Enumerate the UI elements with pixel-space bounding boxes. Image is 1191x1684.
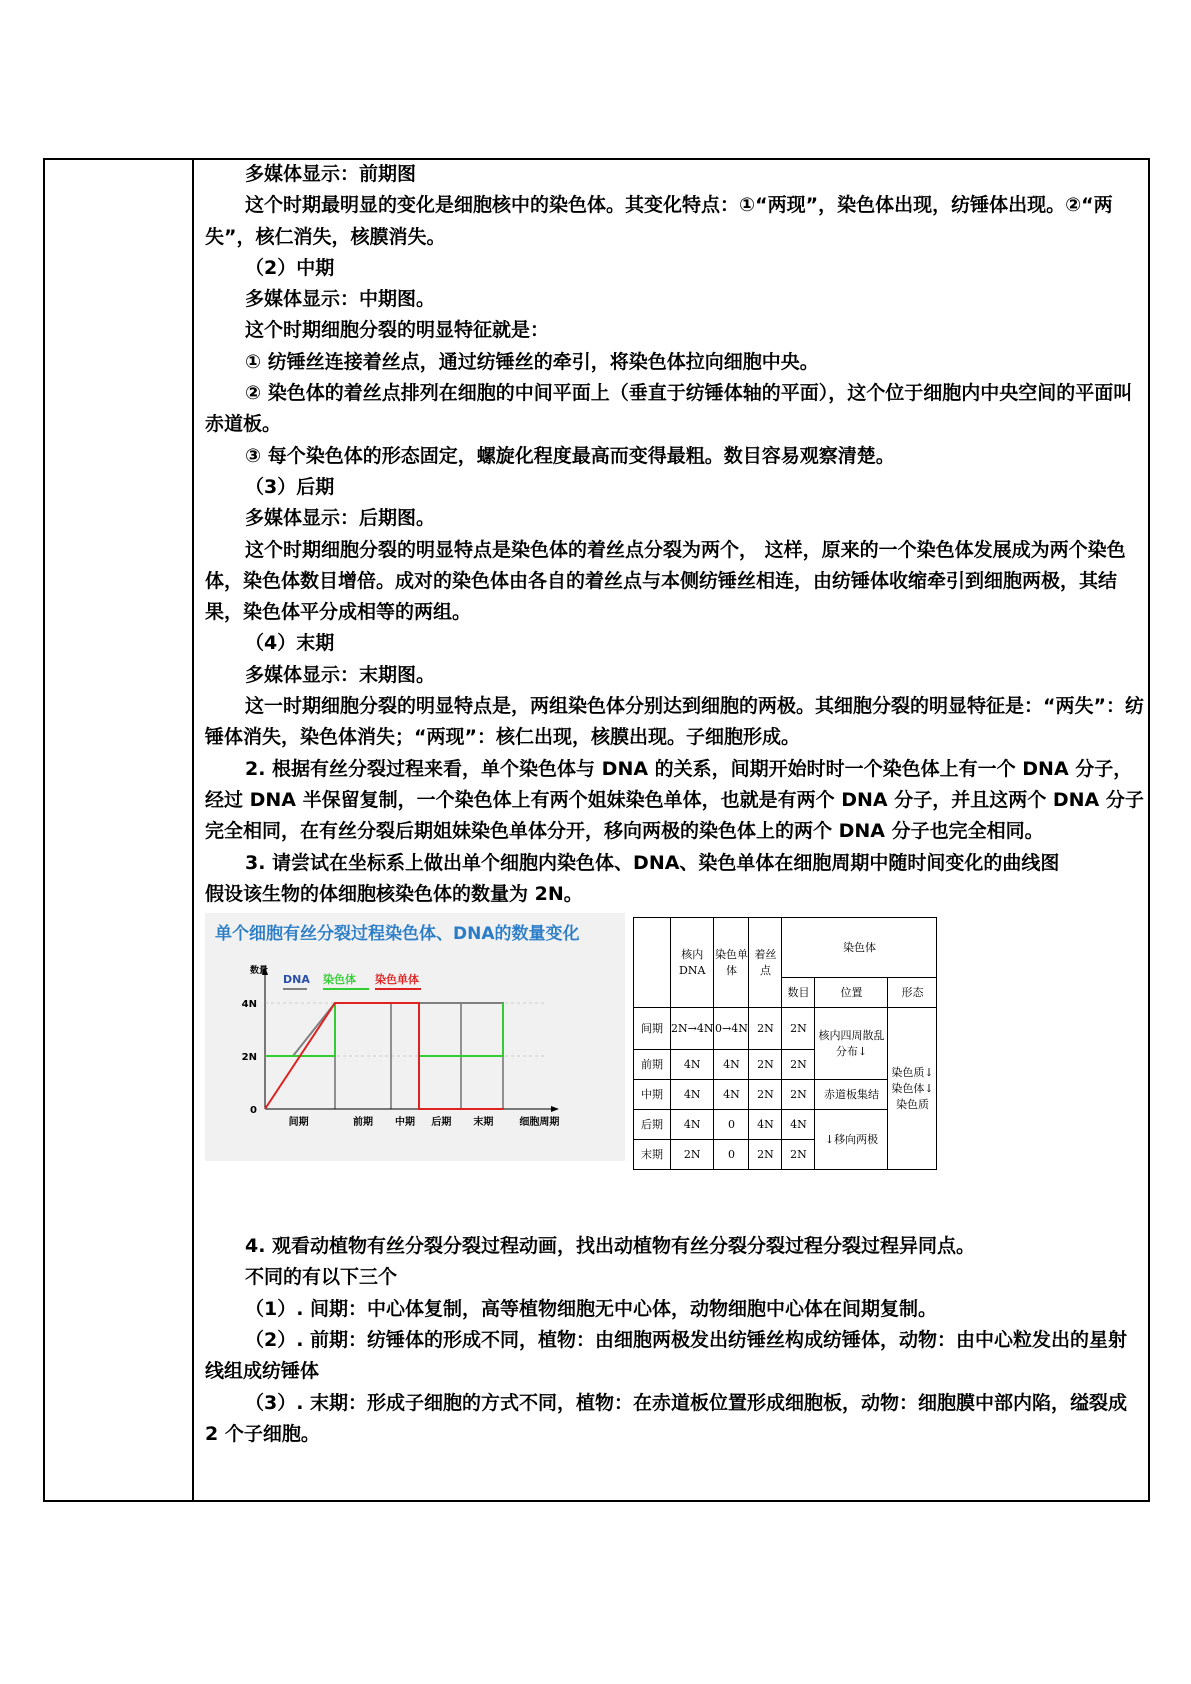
cell: 2N [782, 1050, 815, 1080]
cell: 2N [749, 1050, 782, 1080]
legend-label: 染色单体 [375, 973, 419, 987]
cell-position-merged-1: 核内四周散乱分布↓ [815, 1008, 888, 1080]
series-line-0 [265, 1003, 503, 1056]
col-position-header: 位置 [815, 978, 888, 1008]
paragraph: 多媒体显示：末期图。 [245, 663, 436, 686]
x-tick-label: 前期 [353, 1117, 373, 1129]
cell: 4N [671, 1050, 714, 1080]
chart-title: 单个细胞有丝分裂过程染色体、DNA的数量变化 [215, 924, 580, 945]
col-shape-header: 形态 [888, 978, 937, 1008]
text-block-after [205, 1231, 1145, 1450]
paragraph: 这个时期最明显的变化是细胞核中的染色体。其变化特点：①“两现”，染色体出现，纺锤体出现。②“两失”，核仁消失，核膜消失。 [205, 194, 1113, 248]
cell: 2N [749, 1008, 782, 1050]
figure-row [205, 913, 1145, 1161]
col-count-header: 数目 [782, 978, 815, 1008]
paragraph: ② 染色体的着丝点排列在细胞的中间平面上（垂直于纺锤体轴的平面），这个位于细胞内中央空间的平面叫赤道板。 [205, 382, 1133, 436]
cell: 2N [749, 1080, 782, 1110]
col-chromatid-header: 染色单体 [714, 918, 749, 1008]
x-tick-label: 后期 [431, 1117, 452, 1129]
cell: 末期 [634, 1140, 671, 1170]
paragraph: 假设该生物的体细胞核染色体的数量为 2N。 [205, 882, 583, 905]
x-tick-label: 中期 [395, 1117, 415, 1129]
cell: 2N [749, 1140, 782, 1170]
series-line-1 [265, 1003, 503, 1056]
paragraph: （1）. 间期：中心体复制，高等植物细胞无中心体，动物细胞中心体在间期复制。 [245, 1297, 938, 1320]
x-tick-label: 末期 [473, 1117, 494, 1129]
paragraph: （2）. 前期：纺锤体的形成不同，植物：由细胞两极发出纺锤丝构成纺锤体，动物：由中心粒发出的星射线组成纺锤体 [205, 1329, 1128, 1383]
x-axis-arrow [551, 1106, 559, 1112]
paragraph: 多媒体显示：后期图。 [245, 507, 436, 530]
cell: 4N [782, 1110, 815, 1140]
y-tick-label: 0 [250, 1105, 257, 1117]
x-tick-label: 间期 [288, 1117, 309, 1129]
cell-position-merged-2: ↓移向两极 [815, 1110, 888, 1170]
y-axis-label: 数量 [250, 966, 269, 977]
cell: 0 [714, 1140, 749, 1170]
y-tick-label: 4N [241, 999, 257, 1011]
paragraph: （2）中期 [245, 256, 335, 279]
cell: 4N [714, 1050, 749, 1080]
paragraph: 多媒体显示：中期图。 [245, 288, 436, 311]
table-row [634, 1008, 937, 1050]
paragraph: 不同的有以下三个 [245, 1266, 398, 1289]
cell: 赤道板集结 [815, 1080, 888, 1110]
legend-label: DNA [283, 973, 310, 987]
cell: 2N [671, 1140, 714, 1170]
paragraph: 多媒体显示：前期图 [245, 163, 417, 185]
cell: 间期 [634, 1008, 671, 1050]
paragraph: （4）末期 [245, 632, 335, 655]
text-block-before [205, 159, 1145, 910]
paragraph: 这个时期细胞分裂的明显特征就是： [245, 319, 550, 342]
column-divider [192, 160, 194, 1500]
x-tick-label: 细胞周期 [519, 1117, 560, 1129]
paragraph: 3. 请尝试在坐标系上做出单个细胞内染色体、DNA、染色单体在细胞周期中随时间变化的曲线图 [245, 851, 1060, 874]
phase-table [633, 917, 937, 1170]
cell: 4N [749, 1110, 782, 1140]
cell: 后期 [634, 1110, 671, 1140]
paragraph: （3）. 末期：形成子细胞的方式不同，植物：在赤道板位置形成细胞板，动物：细胞膜中部内陷，缢裂成 2 个子细胞。 [205, 1391, 1128, 1445]
cell: 2N [782, 1008, 815, 1050]
paragraph: 这一时期细胞分裂的明显特点是，两组染色体分别达到细胞的两极。其细胞分裂的明显特征是：“两失”：纺锤体消失，染色体消失；“两现”：核仁出现，核膜出现。子细胞形成。 [205, 695, 1144, 749]
cell: 4N [671, 1080, 714, 1110]
col-dna-header: 核内DNA [671, 918, 714, 1008]
cell: 4N [671, 1110, 714, 1140]
y-tick-label: 2N [241, 1052, 257, 1064]
cell-shape-merged: 染色质↓染色体↓染色质 [888, 1008, 937, 1170]
table-corner [634, 918, 671, 1008]
cell: 4N [714, 1080, 749, 1110]
cell: 2N [782, 1140, 815, 1170]
cell: 2N [782, 1080, 815, 1110]
cell: 中期 [634, 1080, 671, 1110]
chart-svg [205, 913, 625, 1161]
cell: 0 [714, 1110, 749, 1140]
paragraph: 2. 根据有丝分裂过程来看，单个染色体与 DNA 的关系，间期开始时时一个染色体上有一个 DNA 分子，经过 DNA 半保留复制，一个染色体上有两个姐妹染色单体，也就是有两个 DNA 分子，并且这两个 DNA 分子完全相同，在有丝分裂后期姐妹染色单体分开，移向两极的染色体上的两个 DNA 分子也完全相同。 [205, 757, 1144, 843]
paragraph: ① 纺锤丝连接着丝点，通过纺锤丝的牵引，将染色体拉向细胞中央。 [245, 350, 819, 373]
lesson-content [205, 159, 1145, 1450]
cell: 前期 [634, 1050, 671, 1080]
paragraph: （3）后期 [245, 475, 335, 498]
cell: 2N→4N [671, 1008, 714, 1050]
col-chromosome-header: 染色体 [782, 918, 937, 978]
legend-label: 染色体 [323, 973, 356, 987]
cell: 0→4N [714, 1008, 749, 1050]
paragraph: 这个时期细胞分裂的明显特点是染色体的着丝点分裂为两个， 这样，原来的一个染色体发展成为两个染色体，染色体数目增倍。成对的染色体由各自的着丝点与本侧纺锤丝相连，由纺锤体收缩牵引到细胞两极，其结果，染色体平分成相等的两组。 [205, 538, 1126, 624]
mitosis-chart [205, 913, 625, 1161]
col-centromere-header: 着丝点 [749, 918, 782, 1008]
paragraph: ③ 每个染色体的形态固定，螺旋化程度最高而变得最粗。数目容易观察清楚。 [245, 444, 895, 467]
paragraph: 4. 观看动植物有丝分裂分裂过程动画，找出动植物有丝分裂分裂过程分裂过程异同点。 [245, 1235, 976, 1258]
